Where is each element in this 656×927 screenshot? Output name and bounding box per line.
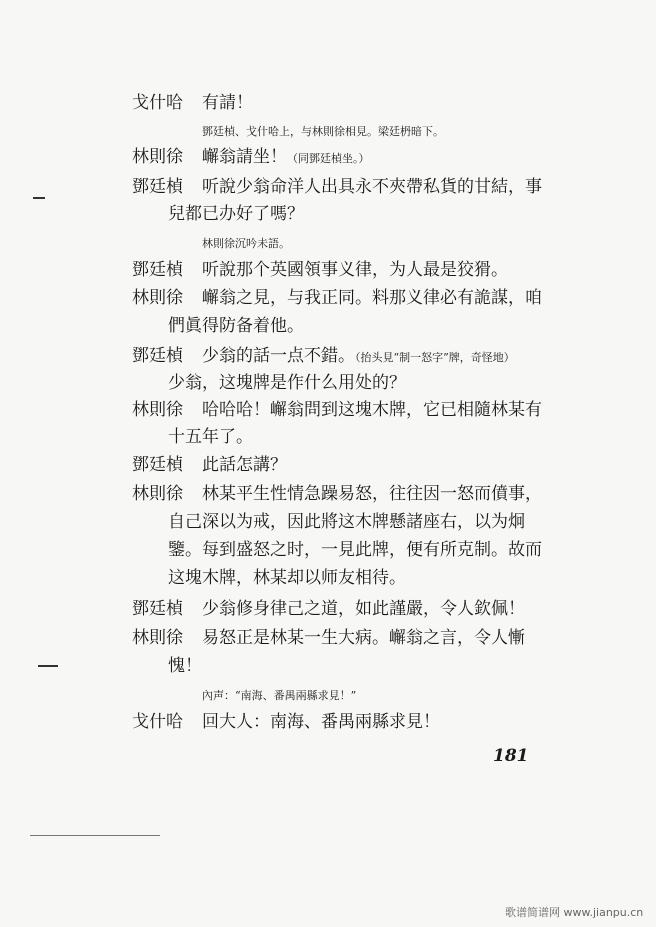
dialogue-text: 嶰翁請坐！	[202, 147, 287, 167]
speaker-name: 林則徐	[132, 400, 183, 420]
speaker-name: 鄧廷楨	[132, 260, 183, 280]
speaker-name: 戈什哈	[132, 93, 183, 113]
speaker-name: 林則徐	[132, 628, 183, 648]
stage-aside: （同鄧廷楨坐。）	[287, 152, 370, 165]
speaker-name: 鄧廷楨	[132, 346, 183, 366]
stage-aside: （抬头見“制一怒字”牌，奇怪地）	[355, 351, 515, 364]
dialogue-text: 易怒正是林某一生大病。嶰翁之言，令人慚	[202, 628, 525, 648]
stage-direction: 林則徐沉吟未語。	[202, 237, 290, 250]
dialogue-continuation: 愧！	[168, 656, 202, 676]
dialogue-continuation: 这塊木牌，林某却以师友相待。	[168, 568, 406, 588]
dialogue-continuation: 鑒。每到盛怒之时，一見此牌，便有所克制。故而	[168, 540, 542, 560]
dialogue-text: 回大人：南海、番禺兩縣求見！	[202, 712, 440, 732]
speaker-name: 鄧廷楨	[132, 599, 183, 619]
speaker-name: 林則徐	[132, 288, 183, 308]
page-number: 181	[493, 746, 529, 766]
dialogue-continuation: 十五年了。	[168, 427, 253, 447]
watermark: 歌谱简谱网 www.jianpu.cn	[505, 906, 644, 919]
dialogue-text: 林某平生性情急躁易怒，往往因一怒而僨事，	[202, 484, 542, 504]
dialogue-text	[202, 348, 515, 365]
stage-direction: 鄧廷楨、戈什哈上，与林則徐相見。梁廷枬暗下。	[202, 125, 444, 138]
stage-direction: 內声：“南海、番禺兩縣求見！”	[202, 689, 357, 702]
speaker-name: 戈什哈	[132, 712, 183, 732]
dialogue-text: 少翁的話一点不錯。	[202, 346, 355, 366]
dialogue-continuation: 兒都已办好了嗎？	[168, 204, 304, 224]
dialogue-text	[202, 149, 370, 166]
scan-mark	[33, 197, 45, 199]
dialogue-text: 听說少翁命洋人出具永不夾帶私貨的甘結，事	[202, 177, 542, 197]
dialogue-text: 有請！	[202, 93, 253, 113]
scan-mark	[38, 665, 58, 667]
dialogue-text: 嶰翁之見，与我正同。料那义律必有詭謀，咱	[202, 288, 542, 308]
speaker-name: 林則徐	[132, 147, 183, 167]
dialogue-continuation: 自己深以为戒，因此將这木牌懸諸座右，以为炯	[168, 512, 525, 532]
dialogue-text: 少翁修身律己之道，如此謹嚴，令人欽佩！	[202, 599, 525, 619]
dialogue-text: 哈哈哈！嶰翁問到这塊木牌，它已相隨林某有	[202, 400, 542, 420]
dialogue-continuation: 少翁，这塊牌是作什么用处的？	[168, 373, 406, 393]
speaker-name: 鄧廷楨	[132, 177, 183, 197]
scan-mark	[30, 835, 160, 836]
dialogue-text: 此話怎講？	[202, 455, 287, 475]
dialogue-text: 听說那个英國領事义律，为人最是狡猾。	[202, 260, 508, 280]
speaker-name: 鄧廷楨	[132, 455, 183, 475]
dialogue-continuation: 們眞得防备着他。	[168, 316, 304, 336]
speaker-name: 林則徐	[132, 484, 183, 504]
